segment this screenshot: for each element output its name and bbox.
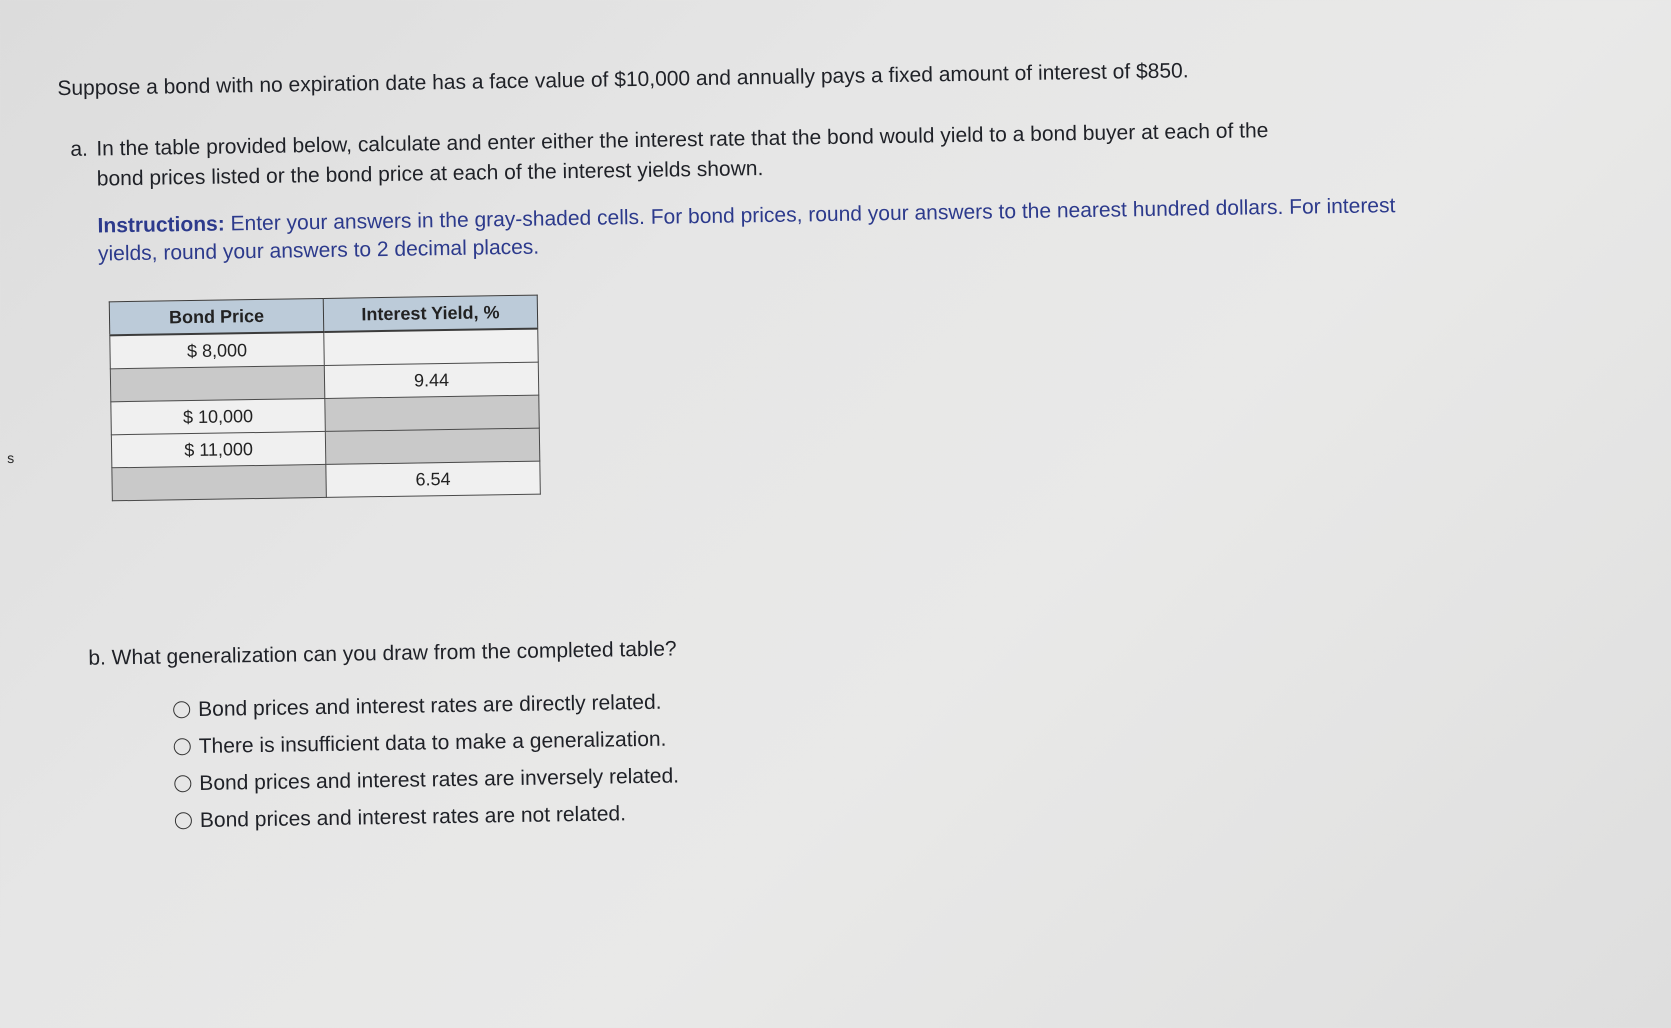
part-a-line-2: bond prices listed or the bond price at each of the interest yields shown. bbox=[96, 157, 764, 191]
bond-price-cell: $ 11,000 bbox=[111, 431, 325, 467]
interest-yield-input[interactable] bbox=[325, 395, 539, 431]
bond-price-cell: $ 10,000 bbox=[111, 398, 325, 434]
radio-button-icon[interactable] bbox=[174, 738, 191, 755]
interest-yield-input[interactable] bbox=[324, 329, 538, 366]
instructions-lead: Instructions: bbox=[97, 212, 225, 238]
header-bond-price: Bond Price bbox=[109, 298, 323, 335]
question-intro: Suppose a bond with no expiration date has a face value of $10,000 and annually pays a fixed amount of interest of $850. bbox=[57, 59, 1189, 101]
table-row bbox=[112, 461, 540, 501]
radio-button-icon[interactable] bbox=[175, 812, 192, 829]
instructions bbox=[97, 192, 1418, 269]
answer-options bbox=[173, 683, 680, 839]
option-label: Bond prices and interest rates are inversely related. bbox=[199, 763, 680, 795]
instructions-body: Enter your answers in the gray-shaded cells. For bond prices, round your answers to the nearest hundred dollars. For interest yields, round your answers to 2 decimal places. bbox=[97, 194, 1396, 266]
part-a-line-1: In the table provided below, calculate and enter either the interest rate that the bond would yield to a bond buyer at each of the bbox=[96, 119, 1269, 161]
part-a-prompt bbox=[70, 115, 1361, 195]
header-interest-yield: Interest Yield, % bbox=[323, 295, 537, 332]
part-a-marker: a. bbox=[70, 137, 89, 161]
interest-yield-cell: 9.44 bbox=[324, 362, 538, 398]
option-label: Bond prices and interest rates are directly related. bbox=[197, 690, 662, 721]
bond-price-input[interactable] bbox=[110, 365, 324, 401]
option-not-related[interactable] bbox=[175, 794, 680, 839]
interest-yield-input[interactable] bbox=[325, 428, 539, 464]
option-label: There is insufficient data to make a generalization. bbox=[198, 727, 667, 758]
radio-button-icon[interactable] bbox=[173, 701, 190, 718]
edge-fragment: s bbox=[7, 449, 15, 466]
part-b-question: b. What generalization can you draw from the completed table? bbox=[88, 637, 677, 670]
bond-price-cell: $ 8,000 bbox=[110, 332, 324, 369]
option-label: Bond prices and interest rates are not related. bbox=[199, 801, 627, 832]
interest-yield-cell: 6.54 bbox=[326, 461, 540, 497]
bond-table bbox=[109, 295, 541, 502]
bond-price-input[interactable] bbox=[112, 464, 326, 500]
radio-button-icon[interactable] bbox=[174, 775, 191, 792]
